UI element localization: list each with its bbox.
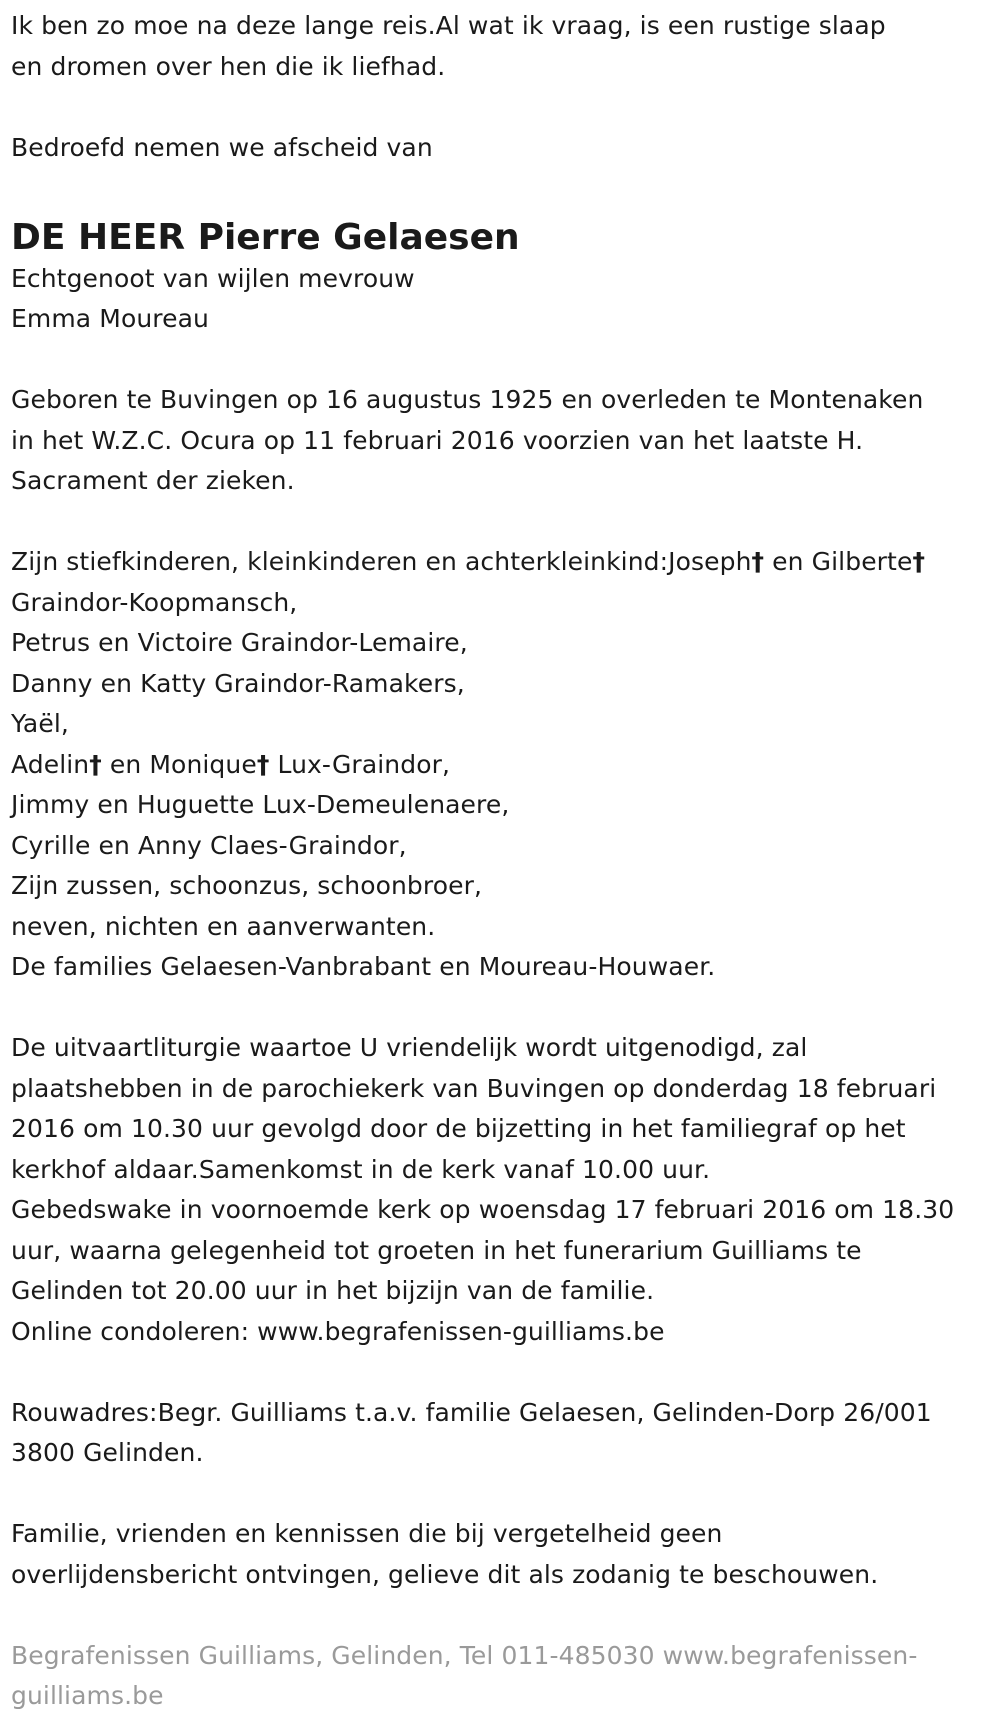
motto-line: en dromen over hen die ik liefhad. — [11, 51, 446, 81]
family-line: Graindor-Koopmansch, — [11, 587, 298, 617]
paragraph-line: in het W.Z.C. Ocura op 11 februari 2016 voorzien van het laatste H. — [11, 425, 864, 455]
family-line: Cyrille en Anny Claes-Graindor, — [11, 830, 407, 860]
spouse-line: Emma Moureau — [11, 304, 209, 333]
paragraph-line: uur, waarna gelegenheid tot groeten in het funerarium Guilliams te — [11, 1235, 862, 1265]
notice-paragraph — [11, 1514, 996, 1595]
paragraph-line: Geboren te Buvingen op 16 augustus 1925 en overleden te Montenaken — [11, 385, 924, 414]
footer-line: guilliams.be — [11, 1681, 164, 1710]
paragraph-line: Sacrament der zieken. — [11, 466, 295, 495]
paragraph-line: 3800 Gelinden. — [11, 1438, 204, 1467]
family-line: neven, nichten en aanverwanten. — [11, 911, 436, 941]
cross-icon: † — [751, 547, 765, 576]
family-line: Danny en Katty Graindor-Ramakers, — [11, 668, 465, 698]
paragraph-line: Gebedswake in voornoemde kerk op woensdag 17 februari 2016 om 18.30 — [11, 1195, 955, 1224]
family-text: en Monique — [101, 749, 257, 779]
family-text: Adelin — [11, 749, 90, 779]
paragraph-line: Familie, vrienden en kennissen die bij vergetelheid geen — [11, 1519, 723, 1548]
family-text: en Gilberte — [764, 547, 913, 576]
family-text: Zijn stiefkinderen, kleinkinderen en achterkleinkind:Joseph — [11, 547, 752, 576]
address-paragraph — [11, 1393, 996, 1474]
family-text: Lux-Graindor, — [269, 749, 451, 779]
paragraph-line: overlijdensbericht ontvingen, gelieve dit als zodanig te beschouwen. — [11, 1559, 879, 1589]
spouse-line: Echtgenoot van wijlen mevrouw — [11, 263, 415, 293]
cross-icon: † — [912, 547, 926, 576]
family-list — [11, 542, 996, 988]
cross-icon: † — [89, 749, 102, 779]
condolence-link-line: Online condoleren: www.begrafenissen-guilliams.be — [11, 1316, 665, 1346]
footer-line: Begrafenissen Guilliams, Gelinden, Tel 011-485030 www.begrafenissen- — [11, 1640, 918, 1670]
family-line: Zijn zussen, schoonzus, schoonbroer, — [11, 871, 483, 900]
paragraph-line: kerkhof aldaar.Samenkomst in de kerk vanaf 10.00 uur. — [11, 1154, 711, 1184]
motto — [11, 6, 996, 87]
paragraph-line: Gelinden tot 20.00 uur in het bijzijn van de familie. — [11, 1276, 655, 1305]
footer — [11, 1636, 996, 1717]
cross-icon: † — [256, 749, 270, 779]
family-line — [11, 745, 996, 786]
deceased-name: DE HEER Pierre Gelaesen — [11, 216, 520, 258]
death-notice — [11, 6, 996, 1717]
paragraph-line: De uitvaartliturgie waartoe U vriendelijk wordt uitgenodigd, zal — [11, 1033, 808, 1062]
family-line: Yaël, — [11, 709, 69, 738]
funeral-paragraph — [11, 1028, 996, 1352]
paragraph-line: Rouwadres:Begr. Guilliams t.a.v. familie Gelaesen, Gelinden-Dorp 26/001 — [11, 1397, 932, 1427]
family-line: De families Gelaesen-Vanbrabant en Moureau-Houwaer. — [11, 952, 716, 981]
paragraph-line: plaatshebben in de parochiekerk van Buvingen op donderdag 18 februari — [11, 1073, 937, 1103]
birth-death-paragraph — [11, 380, 996, 502]
motto-line: Ik ben zo moe na deze lange reis.Al wat ik vraag, is een rustige slaap — [11, 11, 886, 40]
family-line: Petrus en Victoire Graindor-Lemaire, — [11, 628, 468, 657]
family-line: Jimmy en Huguette Lux-Demeulenaere, — [11, 790, 510, 819]
paragraph-line: 2016 om 10.30 uur gevolgd door de bijzetting in het familiegraf op het — [11, 1114, 906, 1143]
intro-text: Bedroefd nemen we afscheid van — [11, 132, 433, 162]
family-line — [11, 542, 996, 583]
